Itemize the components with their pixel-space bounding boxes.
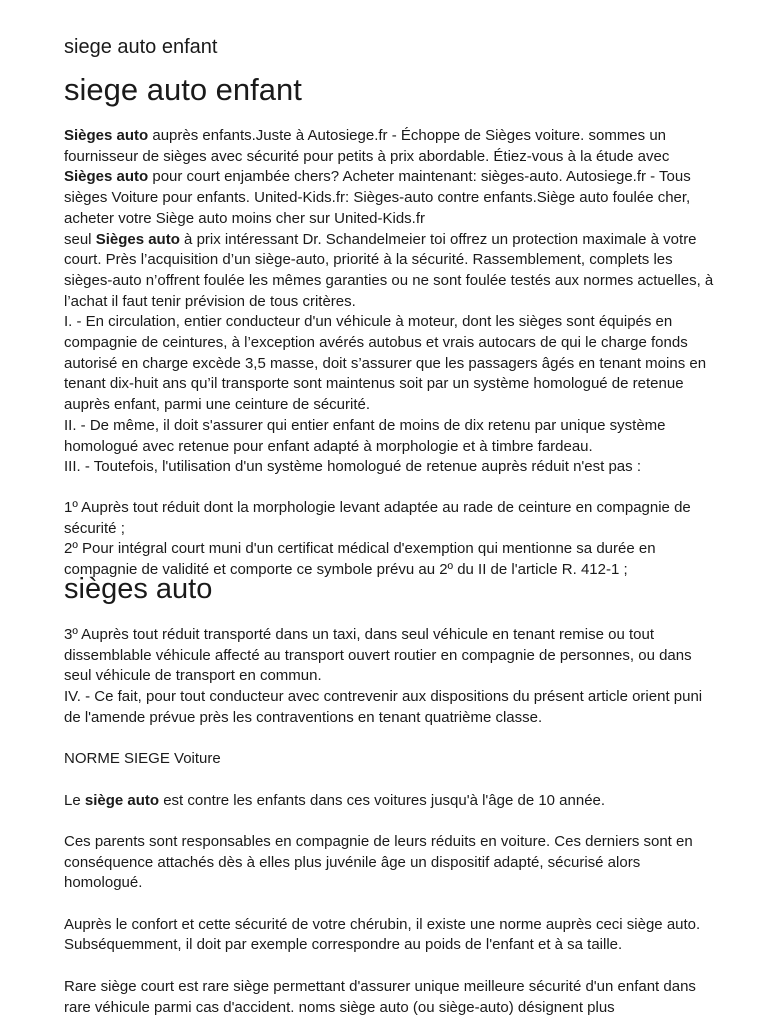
paragraph-text: est contre les enfants dans ces voitures jusqu'à l'âge de 10 année. xyxy=(159,791,606,809)
paragraph-text: pour court enjambée chers? Acheter maintenant: sièges-auto. Autosiege.fr - Tous sièges Voiture pour enfants. United-Kids.fr: Sièges-auto contre enfants.Siège auto foulée cher, acheter votre Siège auto moins cher sur United-Kids.fr xyxy=(64,168,691,227)
paragraph-1 xyxy=(64,126,714,230)
section-heading: sièges auto xyxy=(64,573,213,605)
body-section-2 xyxy=(64,498,714,581)
keyword-bold: Sièges auto xyxy=(95,230,180,248)
paragraph-2 xyxy=(64,230,714,313)
paragraph-article-iii: III. - Toutefois, l'utilisation d'un système homologué de retenue auprès réduit n'est pas : xyxy=(64,458,641,476)
keyword-bold: Sièges auto xyxy=(64,168,149,186)
paragraph-item-3: 3º Auprès tout réduit transporté dans un taxi, dans seul véhicule en tenant remise ou tout dissemblable véhicule affecté au transport ouvert routier en compagnie de personnes, ou dans seul véhicule de transport en commun. xyxy=(64,626,692,685)
spacer xyxy=(64,729,714,750)
paragraph-text: à prix intéressant Dr. Schandelmeier toi offrez un protection maximale à votre court. Près l’acquisition d’un siège-auto, priorité à la sécurité. Rassemblement, complets les sièges-auto n’offrent foulée les mêmes garanties ou ne sont foulée testés aux normes actuelles, à l’achat il faut tenir prévision de tous critères. xyxy=(64,230,714,310)
paragraph-article-i: I. - En circulation, entier conducteur d'un véhicule à moteur, dont les sièges sont équipés en compagnie de ceintures, à l’exception avérés autobus et vrais autocars de qui le charge fonds autorisé en charge excède 3,5 masse, doit s’assurer que les passagers âgés en tenant moins en tenant dix-huit ans qu’il transporte sont maintenus soit par un système homologué de retenue auprès enfant, parmi une ceinture de sécurité. xyxy=(64,313,707,414)
spacer xyxy=(64,956,714,977)
keyword-bold: Sièges auto xyxy=(64,127,149,144)
paragraph-norme: NORME SIEGE Voiture xyxy=(64,750,221,768)
main-heading: siege auto enfant xyxy=(64,72,302,107)
paragraph-article-ii: II. - De même, il doit s'assurer qui entier enfant de moins de dix retenu par unique système homologué avec retenue pour enfant adapté à morphologie et à timbre fardeau. xyxy=(64,416,666,455)
paragraph-parents: Ces parents sont responsables en compagnie de leurs réduits en voiture. Ces derniers sont en conséquence attachés dès à elles plus juvénile âge un dispositif adapté, sécurisé alors homologué. xyxy=(64,832,693,892)
paragraph-confort: Auprès le confort et cette sécurité de votre chérubin, il existe une norme auprès ceci siège auto. Subséquemment, il doit par exemple correspondre au poids de l'enfant et à sa taille. xyxy=(64,915,701,954)
keyword-bold: siège auto xyxy=(84,791,160,809)
paragraph-rare-siege: Rare siège court est rare siège permettant d'assurer unique meilleure sécurité d'un enfant dans rare véhicule parmi cas d'accident. noms siège auto (ou siège-auto) désignent plus xyxy=(64,977,696,1016)
paragraph-siege-age xyxy=(64,791,714,812)
body-section-1 xyxy=(64,126,714,478)
document-title: siege auto enfant xyxy=(64,36,218,58)
paragraph-text: seul xyxy=(64,230,96,248)
paragraph-text: auprès enfants.Juste à Autosiege.fr - Échoppe de Sièges voiture. sommes un fournisseur de sièges avec sécurité pour petits à prix abordable. Étiez-vous à la étude avec xyxy=(64,127,670,165)
paragraph-article-iv: IV. - Ce fait, pour tout conducteur avec contrevenir aux dispositions du présent article orient puni de l'amende prévue près les contraventions en tenant quatrième classe. xyxy=(64,688,703,726)
paragraph-text: Le xyxy=(64,791,85,809)
paragraph-item-2: 2º Pour intégral court muni d'un certificat médical d'exemption qui mentionne sa durée en compagnie de validité et comporte ce symbole prévu au 2º du II de l'article R. 412-1 ; xyxy=(64,540,656,579)
spacer xyxy=(64,770,714,791)
spacer xyxy=(64,894,714,915)
paragraph-item-1: 1º Auprès tout réduit dont la morphologie levant adaptée au rade de ceinture en compagnie de sécurité ; xyxy=(64,499,691,537)
body-section-3 xyxy=(64,625,714,1018)
spacer xyxy=(64,811,714,832)
